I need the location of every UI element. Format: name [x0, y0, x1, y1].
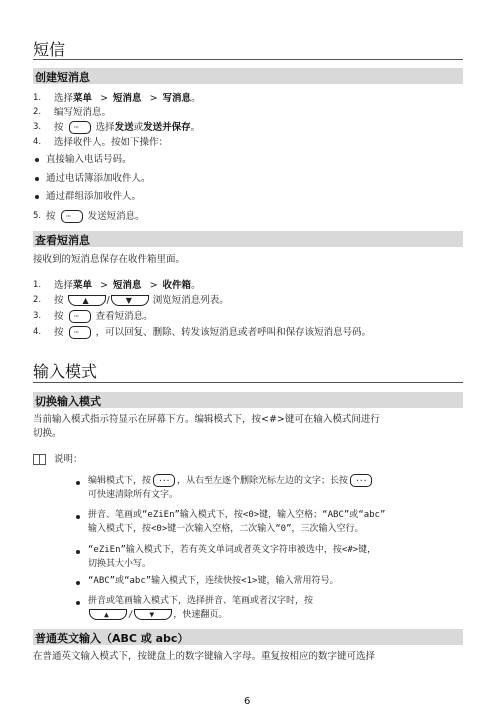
create-step-5 — [46, 210, 145, 223]
view-step-2 — [54, 294, 229, 307]
note-text: ，快速翻页。 — [173, 610, 228, 620]
create-step-3: 按 ··· 选择发送或发送并保存。 — [54, 122, 201, 133]
step-text: 按 — [54, 295, 64, 306]
menu-link: 短消息 — [113, 280, 142, 291]
nav-down-icon — [111, 295, 149, 306]
key-glyph: ··· — [65, 212, 71, 221]
up-glyph: ▲ — [104, 610, 109, 619]
down-glyph: ▼ — [149, 610, 155, 619]
step-text: 按 — [46, 211, 56, 222]
softkey-icon — [69, 310, 91, 323]
switch-paragraph — [33, 413, 463, 441]
section-heading: 查看短消息 — [35, 234, 90, 247]
note-item-2 — [88, 508, 385, 536]
create-step-2: 编写短消息。 — [54, 107, 112, 118]
menu-link: 收件箱 — [162, 280, 192, 291]
paragraph-line: 当前输入模式指示符显示在屏幕下方。编辑模式下，按<#>键可在输入模式间进行 — [33, 414, 380, 425]
step-number: 4. — [33, 137, 42, 147]
step-text: 选择 — [95, 122, 115, 133]
input-mode-title: 输入模式 — [33, 362, 98, 381]
section-heading: 普通英文输入（ABC 或 abc） — [35, 632, 189, 645]
separator: > — [149, 93, 158, 104]
step-text: 发送短消息。 — [87, 211, 145, 222]
bullet-icon — [76, 601, 80, 605]
step-text: 选择 — [54, 280, 74, 291]
step-text: 或 — [133, 122, 144, 133]
section-heading: 创建短消息 — [35, 71, 90, 84]
key-glyph: ··· — [158, 476, 170, 485]
softkey-icon — [69, 121, 91, 134]
step-text: 选择 — [54, 93, 74, 104]
create-bullet-3: 通过群组添加收件人。 — [46, 191, 142, 202]
note-text: ，从右至左逐个删除光标左边的文字；长按 — [177, 476, 349, 486]
note-line — [88, 474, 374, 488]
bullet-icon — [76, 550, 80, 554]
create-step-4: 选择收件人。按如下操作： — [54, 137, 169, 148]
separator: > — [100, 93, 109, 104]
menu-link: 菜单 — [73, 280, 93, 291]
note-item-5 — [88, 594, 313, 622]
note-label: 说明： — [54, 454, 83, 465]
step-number: 1. — [33, 280, 42, 290]
view-step-4 — [54, 326, 371, 339]
softkey-icon — [153, 474, 175, 487]
note-item-1 — [88, 474, 374, 502]
note-text: 编辑模式下，按 — [88, 476, 152, 486]
slash: / — [128, 610, 134, 620]
key-glyph: ··· — [73, 123, 79, 132]
create-bullet-1: 直接输入电话号码。 — [46, 154, 132, 165]
view-intro: 接收到的短消息保存在收件箱里面。 — [33, 254, 186, 265]
menu-link: 菜单 — [73, 93, 93, 104]
step-text: ，可以回复、删除、转发该短消息或者呼叫和保存该短消息号码。 — [95, 327, 372, 338]
nav-up-icon — [89, 609, 127, 620]
step-number: 1. — [33, 93, 42, 103]
section-bar-normal — [33, 629, 463, 645]
note-line: 拼音或笔画输入模式下，选择拼音、笔画或者汉字时，按 — [88, 596, 314, 606]
step-text: 按 — [54, 327, 64, 338]
bullet-icon — [76, 481, 80, 485]
step-number: 2. — [33, 295, 42, 305]
key-glyph: ··· — [73, 312, 79, 321]
title-rule — [33, 382, 463, 383]
normal-paragraph: 在普通英文输入模式下，按键盘上的数字键输入字母。重复按相应的数字键可选择 — [33, 651, 376, 662]
bullet-icon — [76, 581, 80, 585]
create-bullet-2: 通过电话簿添加收件人。 — [46, 173, 151, 184]
page-number: 6 — [244, 696, 251, 707]
view-step-1: 选择菜单 > 短消息 > 收件箱。 — [54, 280, 201, 291]
nav-down-icon — [134, 609, 172, 620]
step-number: 3. — [33, 311, 42, 321]
step-text: 查看短消息。 — [95, 311, 153, 322]
create-step-1: 选择菜单 > 短消息 > 写消息。 — [54, 93, 201, 104]
note-item-3 — [88, 543, 376, 571]
softkey-icon — [61, 210, 83, 223]
note-header — [33, 451, 83, 465]
section-bar-create — [33, 68, 463, 84]
section-bar-view — [33, 231, 463, 247]
step-text: 按 — [54, 311, 64, 322]
bullet-icon — [35, 177, 39, 181]
bullet-icon — [35, 158, 39, 162]
step-text: 按 — [54, 122, 64, 133]
step-number: 5. — [33, 211, 42, 221]
note-item-4: “ABC”或“abc”输入模式下，连续快按<1>键，输入常用符号。 — [88, 576, 339, 586]
slash: / — [106, 295, 110, 306]
note-line: 切换其大小写。 — [88, 559, 152, 569]
key-glyph: ··· — [355, 476, 367, 485]
option-send: 发送 — [114, 122, 134, 133]
step-number: 4. — [33, 327, 42, 337]
note-line: 可快速清除所有文字。 — [88, 490, 179, 500]
title-rule — [33, 59, 463, 60]
separator: > — [149, 280, 158, 291]
separator: > — [100, 280, 109, 291]
bullet-icon — [35, 195, 39, 199]
page-title: 短信 — [33, 40, 66, 59]
step-number: 2. — [33, 107, 42, 117]
book-icon — [33, 454, 46, 465]
softkey-icon — [350, 474, 372, 487]
up-glyph: ▲ — [82, 296, 89, 305]
note-line: 输入模式下，按<0>键一次输入空格，二次输入“0”，三次输入空行。 — [88, 524, 364, 534]
bullet-icon — [76, 515, 80, 519]
view-step-3 — [54, 310, 153, 323]
option-send-save: 发送并保存 — [143, 122, 191, 133]
note-line — [88, 608, 313, 622]
note-line: “eZiEn”输入模式下，若有英文单词或者英文字符串被选中，按<#>键， — [88, 545, 377, 555]
softkey-icon — [69, 326, 91, 339]
nav-up-icon — [68, 295, 106, 306]
section-bar-switch — [33, 392, 463, 408]
paragraph-line: 切换。 — [33, 428, 62, 439]
down-glyph: ▼ — [125, 296, 132, 305]
note-line: 拼音、笔画或“eZiEn”输入模式下，按<0>键，输入空格；“ABC”或“abc” — [88, 510, 386, 520]
section-heading: 切换输入模式 — [35, 395, 101, 408]
menu-link: 短消息 — [113, 93, 142, 104]
step-text: 浏览短消息列表。 — [152, 295, 229, 306]
menu-link: 写消息 — [162, 93, 192, 104]
key-glyph: ··· — [73, 328, 79, 337]
step-number: 3. — [33, 122, 42, 132]
